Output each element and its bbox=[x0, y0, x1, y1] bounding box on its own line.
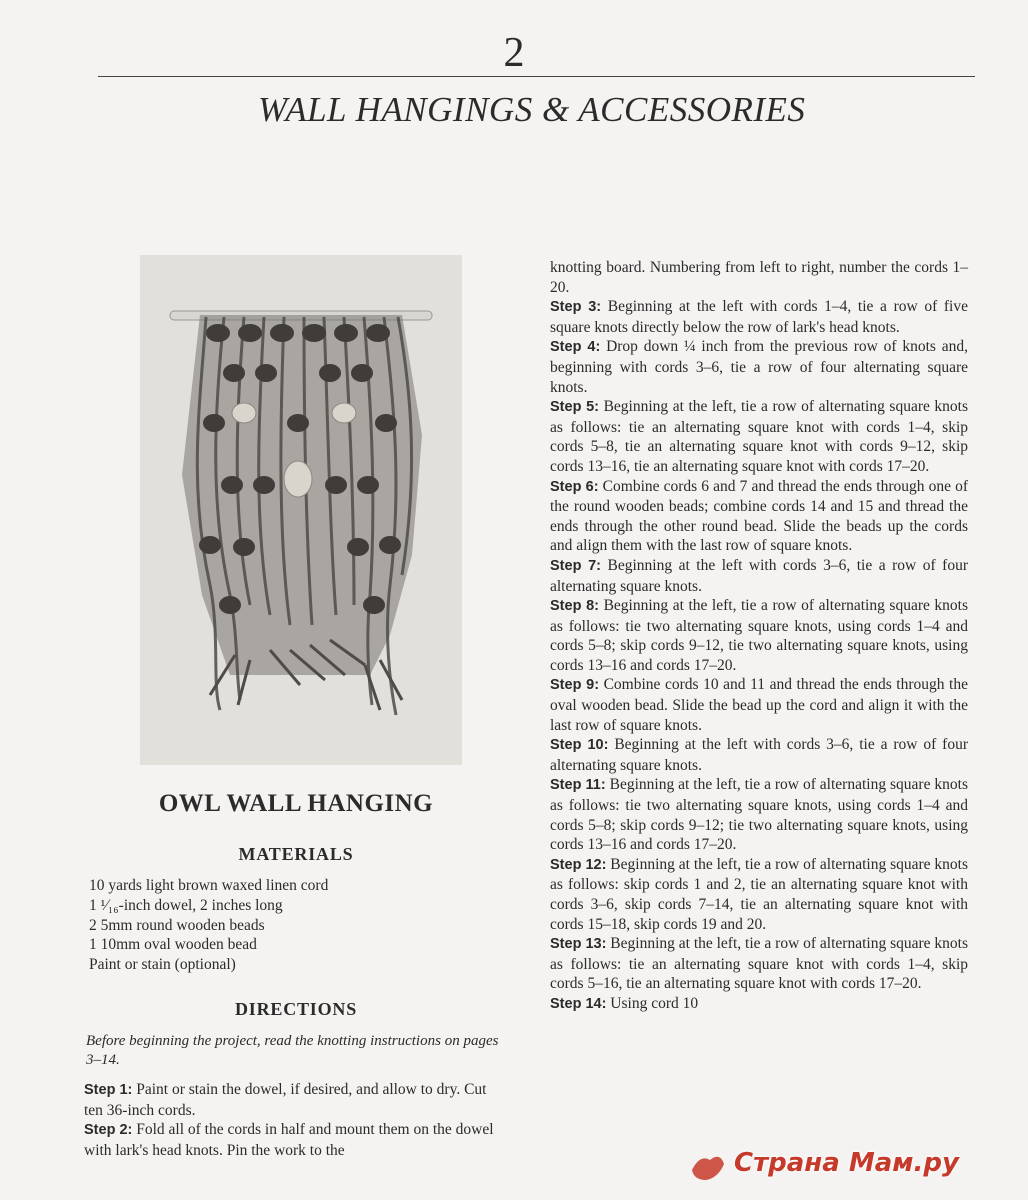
watermark-text: Страна Мам.ру bbox=[734, 1148, 959, 1178]
step-paragraph bbox=[84, 1080, 502, 1120]
materials-item: 2 5mm round wooden beads bbox=[89, 916, 265, 934]
materials-item: 10 yards light brown waxed linen cord bbox=[89, 877, 329, 894]
project-title: OWL WALL HANGING bbox=[158, 790, 434, 817]
step-label: Step 5: bbox=[550, 399, 600, 416]
header-rule bbox=[98, 76, 975, 77]
materials-item: 1 ¹⁄₁₆-inch dowel, 2 inches long bbox=[89, 896, 283, 914]
step-text: Beginning at the left, tie a row of alternating square knots as follows: tie an alternating square knot with cords 1–4, skip cords 5–16, tie an alternating square knot with cords 17–20. bbox=[550, 935, 968, 993]
step-text: Combine cords 6 and 7 and thread the ends through one of the round wooden beads; combine cords 14 and 15 and thread the ends through the other round bead. Slide the beads up the cords and align them with the last row of square knots. bbox=[550, 477, 969, 555]
materials-list bbox=[89, 876, 509, 975]
steps-right-column bbox=[550, 258, 968, 1015]
step-label: Step 1: bbox=[84, 1082, 133, 1098]
step-label: Step 2: bbox=[84, 1122, 133, 1138]
step-paragraph bbox=[550, 735, 968, 775]
owl-wall-hanging-photo bbox=[140, 255, 462, 765]
step-text: Beginning at the left, tie a row of alternating square knots as follows: tie two alternating square knots, using cords 1–4 and cords 5–8; skip cords 9–12; tie two alternating square knots, using cords 13–16 and cords 17–20. bbox=[550, 776, 968, 854]
materials-item: 1 10mm oval wooden bead bbox=[89, 936, 257, 954]
step-paragraph bbox=[550, 397, 968, 476]
step-label: Step 3: bbox=[550, 299, 602, 316]
step-paragraph bbox=[550, 596, 968, 675]
step-paragraph bbox=[550, 775, 968, 854]
directions-heading: DIRECTIONS bbox=[234, 999, 358, 1019]
step-text: Combine cords 10 and 11 and thread the ends through the oval wooden bead. Slide the bead up the cord and align it with the last row of square knots. bbox=[550, 676, 968, 734]
step-paragraph bbox=[550, 675, 968, 735]
step-label: Step 14: bbox=[550, 995, 607, 1012]
step-text: Beginning at the left with cords 1–4, tie a row of five square knots directly below the row of lark's head knots. bbox=[550, 298, 968, 336]
step-text: Paint or stain the dowel, if desired, and allow to dry. Cut ten 36-inch cords. bbox=[84, 1081, 487, 1119]
step-text: Beginning at the left, tie a row of alternating square knots as follows: skip cords 1 and 2, tie an alternating square knot with cords 3–6, skip cords 7–14, tie an alternating square knot with cords 15–18, skip cords 19 and 20. bbox=[550, 855, 968, 933]
step-label: Step 11: bbox=[550, 777, 606, 794]
materials-item: Paint or stain (optional) bbox=[89, 956, 236, 974]
step-continuation: knotting board. Numbering from left to right, number the cords 1–20. bbox=[550, 259, 968, 296]
step-text: Using cord 10 bbox=[606, 994, 699, 1012]
step-paragraph bbox=[550, 994, 968, 1015]
step-paragraph bbox=[550, 934, 968, 994]
steps-left-column bbox=[84, 1080, 502, 1160]
step-text: Beginning at the left with cords 3–6, tie a row of four alternating square knots. bbox=[550, 736, 968, 774]
step-text: Beginning at the left, tie a row of alternating square knots as follows: tie two alternating square knots, using cords 1–4 and cords 5–8; skip cords 9–12, tie two alternating square knots, using cords 13–16 and cords 17–20. bbox=[550, 597, 968, 674]
step-text: Beginning at the left with cords 3–6, tie a row of four alternating square knots. bbox=[550, 556, 968, 595]
chapter-number: 2 bbox=[503, 30, 525, 76]
step-paragraph bbox=[550, 297, 968, 337]
step-label: Step 4: bbox=[550, 339, 601, 356]
step-label: Step 10: bbox=[550, 737, 609, 754]
chapter-title: WALL HANGINGS & ACCESSORIES bbox=[258, 90, 806, 129]
step-text: Fold all of the cords in half and mount them on the dowel with lark's head knots. Pin the work to the bbox=[84, 1121, 494, 1159]
step-paragraph bbox=[84, 1120, 502, 1160]
step-text: Beginning at the left, tie a row of alternating square knots as follows: tie an alternating square knot with cords 1–4, skip cords 5–8, tie an alternating square knot with cords 9–12, skip cords 13–16, tie an alternating square knot with cords 17–20. bbox=[550, 398, 968, 475]
step-paragraph bbox=[550, 337, 968, 397]
step-label: Step 7: bbox=[550, 557, 601, 574]
directions-intro: Before beginning the project, read the knotting instructions on pages 3–14. bbox=[86, 1033, 499, 1068]
step-label: Step 6: bbox=[550, 478, 599, 495]
step-label: Step 8: bbox=[550, 598, 600, 615]
step-label: Step 12: bbox=[550, 856, 607, 873]
macrame-illustration bbox=[140, 255, 462, 765]
step-paragraph bbox=[550, 855, 968, 934]
step-paragraph bbox=[550, 477, 968, 556]
materials-heading: MATERIALS bbox=[238, 844, 354, 864]
step-label: Step 13: bbox=[550, 936, 607, 953]
step-label: Step 9: bbox=[550, 677, 600, 694]
step-paragraph bbox=[550, 556, 968, 596]
step-text: Drop down ¼ inch from the previous row of knots and, beginning with cords 3–6, tie a row of four alternating square knots. bbox=[550, 338, 969, 396]
watermark-logo-icon bbox=[688, 1150, 728, 1184]
